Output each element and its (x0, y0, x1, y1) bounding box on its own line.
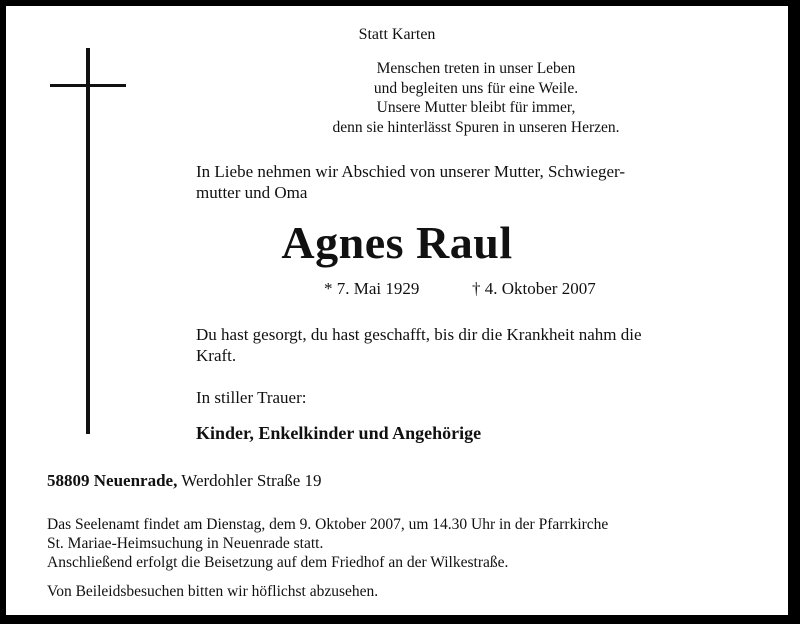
mourning-label: In stiller Trauer: (196, 388, 307, 407)
address-street: Werdohler Straße 19 (181, 471, 322, 490)
intro-line: In Liebe nehmen wir Abschied von unserer Mutter, Schwieger- (196, 162, 626, 181)
service-line: St. Mariae-Heimsuchung in Neuenrade statt. (47, 535, 324, 552)
service-info (47, 515, 767, 572)
family-signature: Kinder, Enkelkinder und Angehörige (196, 423, 482, 443)
service-line: Anschließend erfolgt die Beisetzung auf dem Friedhof an der Wilkestraße. (47, 554, 509, 571)
deceased-name: Agnes Raul (281, 217, 513, 268)
poem (266, 59, 686, 137)
poem-line: und begleiten uns für eine Weile. (373, 79, 579, 97)
header-statt-karten: Statt Karten (358, 26, 436, 43)
poem-line: denn sie hinterlässt Spuren in unseren Herzen. (332, 118, 620, 136)
address-city: 58809 Neuenrade, (47, 471, 178, 490)
obituary-card (6, 6, 788, 615)
poem-line: Unsere Mutter bleibt für immer, (376, 99, 576, 116)
service-line: Das Seelenamt findet am Dienstag, dem 9. Oktober 2007, um 14.30 Uhr in der Pfarrkirche (47, 516, 609, 533)
intro-line: mutter und Oma (196, 183, 308, 202)
tribute-line: Kraft. (196, 346, 237, 365)
birth-date: * 7. Mai 1929 (324, 279, 420, 298)
intro-text (196, 161, 758, 203)
poem-line: Menschen treten in unser Leben (376, 60, 576, 77)
tribute-text (196, 324, 758, 366)
death-date: † 4. Oktober 2007 (472, 279, 596, 298)
tribute-line: Du hast gesorgt, du hast geschafft, bis dir die Krankheit nahm die (196, 325, 642, 344)
closing-note: Von Beileidsbesuchen bitten wir höflichst abzusehen. (47, 583, 379, 600)
cross-horizontal-bar (50, 84, 126, 87)
address (47, 471, 322, 491)
